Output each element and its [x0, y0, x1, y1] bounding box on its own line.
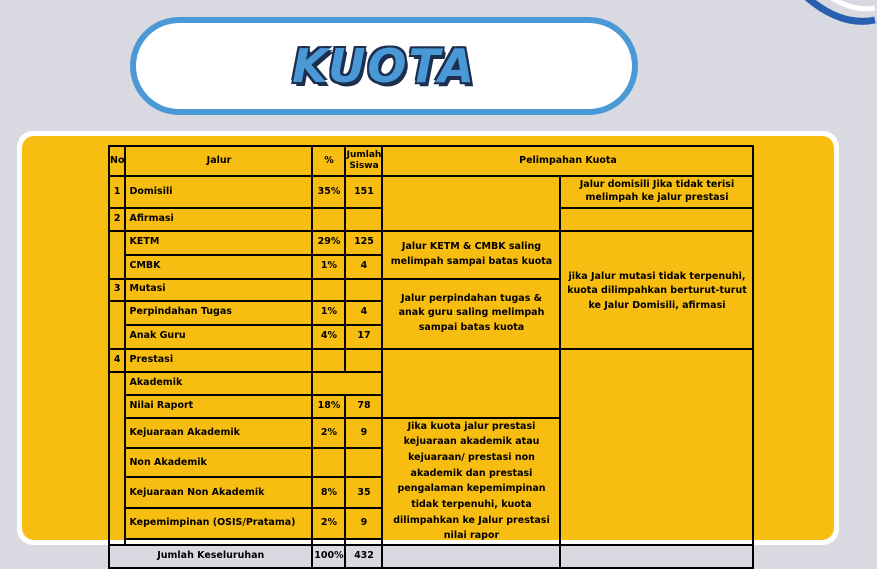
empty-cell [560, 208, 753, 231]
empty-cell [382, 176, 560, 231]
table-total-row [109, 545, 753, 568]
decorative-swirl [767, 0, 877, 50]
header-pelimpahan: Pelimpahan Kuota [382, 146, 753, 176]
table-row: 2 Afirmasi [109, 208, 753, 231]
page-title: KUOTA [292, 39, 476, 93]
empty-cell [560, 349, 753, 545]
table-row: Kejuaraan Non Akademik 8% 35 [109, 477, 753, 508]
total-siswa: 432 [345, 545, 382, 568]
table-row: Perpindahan Tugas 1% 4 [109, 301, 753, 325]
table-row: CMBK 1% 4 [109, 255, 753, 279]
note-mutasi-right: jika Jalur mutasi tidak terpenuhi, kuota dilimpahkan berturut-turut ke Jalur Domisili, afirmasi [560, 231, 753, 349]
table-row: KETM 29% 125 Jalur KETM & CMBK saling melimpah sampai batas kuota jika Jalur mutasi tidak terpenuhi, kuota dilimpahkan berturut-turut ke Jalur Domisili, afirmasi [109, 231, 753, 255]
note-prestasi: Jika kuota jalur prestasi kejuaraan akademik atau kejuaraan/ prestasi non akademik dan prestasi pengalaman kepemimpinan tidak terpenuhi, kuota dilimpahkan ke Jalur prestasi nilai rapor [382, 418, 560, 545]
table-row: Anak Guru 4% 17 [109, 325, 753, 349]
header-jalur: Jalur [125, 146, 312, 176]
quota-table [108, 145, 754, 569]
table-row: 4 Prestasi [109, 349, 753, 372]
empty-cell [382, 349, 560, 418]
header-jumlah-siswa: Jumlah Siswa [345, 146, 382, 176]
total-label: Jumlah Keseluruhan [109, 545, 312, 568]
table-row: 3 Mutasi Jalur perpindahan tugas & anak guru saling melimpah sampai batas kuota [109, 279, 753, 301]
note-afirmasi: Jalur KETM & CMBK saling melimpah sampai batas kuota [382, 231, 560, 279]
note-domisili: Jalur domisili Jika tidak terisi melimpah ke jalur prestasi [560, 176, 753, 208]
header-percent: % [312, 146, 345, 176]
table-row: Akademik [109, 372, 753, 395]
quota-card [17, 131, 839, 562]
table-row: Kejuaraan Akademik 2% 9 Jika kuota jalur prestasi kejuaraan akademik atau kejuaraan/ prestasi non akademik dan prestasi pengalaman kepemimpinan tidak terpenuhi, kuota dilimpahkan ke Jalur prestasi nilai rapor [109, 418, 753, 449]
table-row: Non Akademik [109, 448, 753, 477]
header-no: No [109, 146, 125, 176]
title-banner [130, 17, 638, 115]
total-percent: 100% [312, 545, 345, 568]
table-header-row [109, 146, 753, 176]
table-row: Nilai Raport 18% 78 [109, 395, 753, 418]
table-row: Kepemimpinan (OSIS/Pratama) 2% 9 [109, 508, 753, 539]
table-row: 1 Domisili 35% 151 Jalur domisili Jika tidak terisi melimpah ke jalur prestasi [109, 176, 753, 208]
note-mutasi: Jalur perpindahan tugas & anak guru saling melimpah sampai batas kuota [382, 279, 560, 349]
